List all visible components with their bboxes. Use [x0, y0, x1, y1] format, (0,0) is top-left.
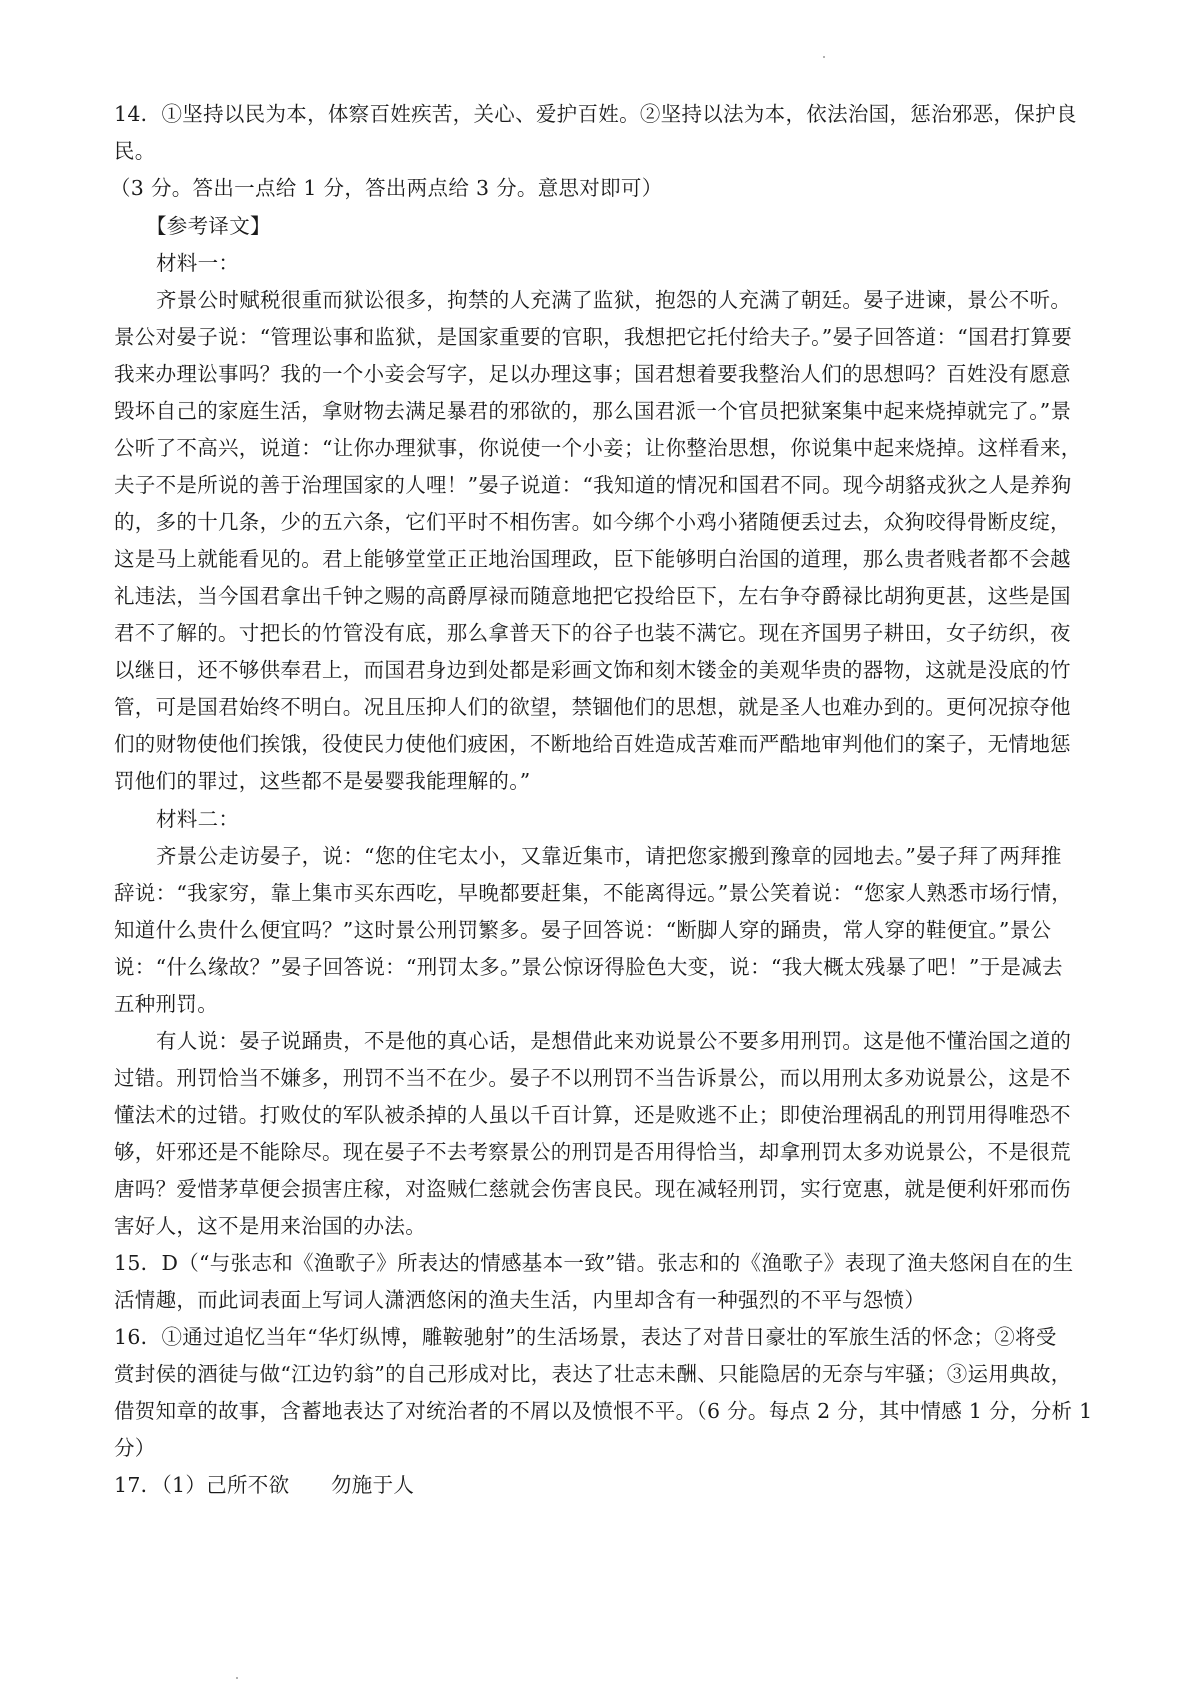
material-one-paragraph: 君不了解的。寸把长的竹管没有底，那么拿普天下的谷子也装不满它。现在齐国男子耕田，女子纺织，夜: [114, 621, 1071, 645]
answer-16-line-3: 借贺知章的故事，含蓄地表达了对统治者的不屑以及愤恨不平。（6 分。每点 2 分，其中情感 1 分，分析 1: [114, 1399, 1093, 1423]
commentary-paragraph: 有人说：晏子说踊贵，不是他的真心话，是想借此来劝说景公不要多用刑罚。这是他不懂治国之道的: [156, 1029, 1072, 1053]
material-one-paragraph: 的，多的十几条，少的五六条，它们平时不相伤害。如今绑个小鸡小猪随便丢过去，众狗咬得骨断皮绽，: [114, 510, 1071, 534]
answer-16-line-2: 赏封侯的酒徒与做“江边钓翁”的自己形成对比，表达了壮志未酬、只能隐居的无奈与牢骚；③运用典故，: [114, 1362, 1072, 1386]
material-two-paragraph: 辞说：“我家穷，靠上集市买东西吃，早晚都要赶集，不能离得远。”景公笑着说：“您家人熟悉市场行情，: [114, 881, 1073, 905]
commentary-paragraph: 害好人，这不是用来治国的办法。: [114, 1214, 426, 1238]
commentary-paragraph: 够，奸邪还是不能除尽。现在晏子不去考察景公的刑罚是否用得恰当，却拿刑罚太多劝说景公，不是很荒: [114, 1140, 1071, 1164]
answer-17-line-1: 17．（1）己所不欲 勿施于人: [114, 1473, 415, 1497]
material-one-paragraph: 景公对晏子说：“管理讼事和监狱，是国家重要的官职，我想把它托付给夫子。”晏子回答道：“国君打算要: [114, 325, 1073, 349]
answer-16-line-4: 分）: [114, 1436, 156, 1460]
answer-15-line-1: 15．D（“与张志和《渔歌子》所表达的情感基本一致”错。张志和的《渔歌子》表现了渔夫悠闲自在的生: [114, 1251, 1074, 1275]
material-one-paragraph: 以继日，还不够供奉君上，而国君身边到处都是彩画文饰和刻木镂金的美观华贵的器物，这就是没底的竹: [114, 658, 1071, 682]
material-two-paragraph: 五种刑罚。: [114, 992, 218, 1016]
material-one-heading: 材料一：: [156, 251, 240, 275]
material-two-paragraph: 齐景公走访晏子，说：“您的住宅太小，又靠近集市，请把您家搬到豫章的园地去。”晏子拜了两拜推: [156, 844, 1062, 868]
answer-16-line-1: 16．①通过追忆当年“华灯纵博，雕鞍驰射”的生活场景，表达了对昔日豪壮的军旅生活的怀念；②将受: [114, 1325, 1057, 1349]
material-one-paragraph: 罚他们的罪过，这些都不是晏婴我能理解的。”: [114, 769, 531, 793]
material-one-paragraph: 管，可是国君始终不明白。况且压抑人们的欲望，禁锢他们的思想，就是圣人也难办到的。更何况掠夺他: [114, 695, 1071, 719]
answer-15-line-2: 活情趣，而此词表面上写词人潇洒悠闲的渔夫生活，内里却含有一种强烈的不平与怨愤）: [114, 1288, 926, 1312]
commentary-paragraph: 过错。刑罚恰当不嫌多，刑罚不当不在少。晏子不以刑罚不当告诉景公，而以用刑太多劝说景公，这是不: [114, 1066, 1071, 1090]
material-one-paragraph: 们的财物使他们挨饿，役使民力使他们疲困，不断地给百姓造成苦难而严酷地审判他们的案子，无情地惩: [114, 732, 1071, 756]
material-one-paragraph: 这是马上就能看见的。君上能够堂堂正正地治国理政，臣下能够明白治国的道理，那么贵者贱者都不会越: [114, 547, 1071, 571]
material-one-paragraph: 夫子不是所说的善于治理国家的人哩！”晏子说道：“我知道的情况和国君不同。现今胡貉戎狄之人是养狗: [114, 473, 1072, 497]
commentary-paragraph: 懂法术的过错。打败仗的军队被杀掉的人虽以千百计算，还是败逃不止；即使治理祸乱的刑罚用得唯恐不: [114, 1103, 1071, 1127]
scan-speck: [236, 1677, 238, 1679]
material-one-paragraph: 礼违法，当今国君拿出千钟之赐的高爵厚禄而随意地把它投给臣下，左右争夺爵禄比胡狗更甚，这些是国: [114, 584, 1071, 608]
material-one-paragraph: 毁坏自己的家庭生活，拿财物去满足暴君的邪欲的，那么国君派一个官员把狱案集中起来烧掉就完了。”景: [114, 399, 1072, 423]
material-two-heading: 材料二：: [156, 807, 240, 831]
material-two-paragraph: 说：“什么缘故？”晏子回答说：“刑罚太多。”景公惊讶得脸色大变，说：“我大概太残暴了吧！”于是减去: [114, 955, 1063, 979]
material-one-paragraph: 公听了不高兴，说道：“让你办理狱事，你说使一个小妾；让你整治思想，你说集中起来烧掉。这样看来，: [114, 436, 1082, 460]
reference-translation-heading: 【参考译文】: [146, 214, 271, 238]
answer-14-line-1: 14．①坚持以民为本，体察百姓疾苦，关心、爱护百姓。②坚持以法为本，依法治国，惩治邪恶，保护良: [114, 102, 1077, 126]
material-two-paragraph: 知道什么贵什么便宜吗？”这时景公刑罚繁多。晏子回答说：“断脚人穿的踊贵，常人穿的鞋便宜。”景公: [114, 918, 1052, 942]
material-one-paragraph: 我来办理讼事吗？我的一个小妾会写字，足以办理这事；国君想着要我整治人们的思想吗？百姓没有愿意: [114, 362, 1071, 386]
answer-14-scoring: （3 分。答出一点给 1 分，答出两点给 3 分。意思对即可）: [110, 176, 663, 200]
material-one-paragraph: 齐景公时赋税很重而狱讼很多，拘禁的人充满了监狱，抱怨的人充满了朝廷。晏子进谏，景公不听。: [156, 288, 1072, 312]
answer-14-line-2: 民。: [114, 139, 156, 163]
commentary-paragraph: 唐吗？爱惜茅草便会损害庄稼，对盗贼仁慈就会伤害良民。现在减轻刑罚，实行宽惠，就是便利奸邪而伤: [114, 1177, 1071, 1201]
scan-speck: [823, 56, 825, 58]
